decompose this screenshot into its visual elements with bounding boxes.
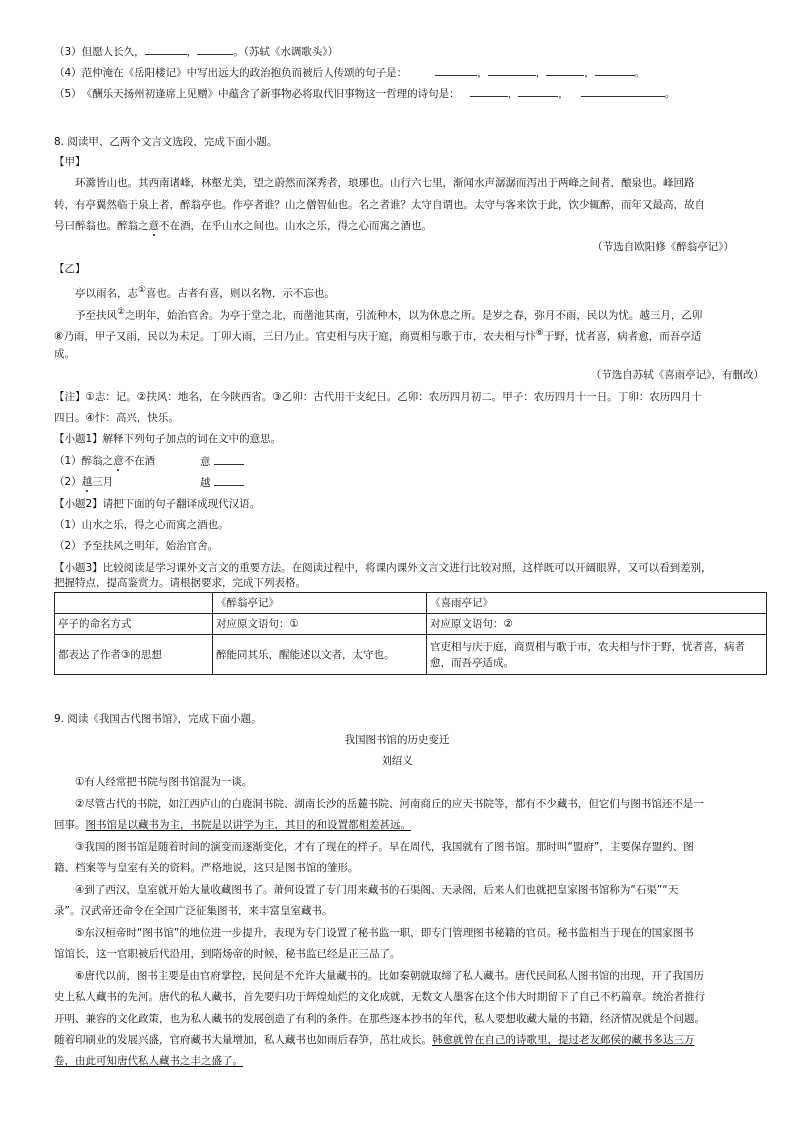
answer-blank[interactable]: [595, 65, 635, 76]
q8-jia-label: 【甲】: [54, 156, 86, 168]
answer-blank[interactable]: [435, 65, 477, 76]
q9-para2-line2-a: 回事。: [54, 819, 86, 831]
answer-blank[interactable]: [518, 86, 558, 97]
subq1-item2-b: 三月: [92, 476, 114, 488]
q9-para6-line4-a: 随着印刷业的发展兴盛，官府藏书大量增加，私人藏书也如雨后春笋，茁壮成长。: [54, 1034, 432, 1046]
comparison-table: [54, 592, 767, 675]
table-cell[interactable]: 都表达了作者③的思想: [55, 635, 213, 675]
table-header-row: [55, 593, 767, 614]
q8-yi-line3-a: ⑧乃雨，甲子又雨，民以为未足。丁卯大雨，三日乃止。官吏相与庆于庭，商贾相与歌于市，农夫相与忭: [54, 330, 536, 343]
q8-yi-line1-a: 亭以雨名，志: [75, 287, 138, 300]
q8-subq2-item2: （2）予至扶风之明年，始治官舍。: [54, 540, 219, 552]
answer-blank[interactable]: [470, 86, 508, 97]
q7-item3-text-b: ，: [186, 46, 198, 58]
subq1-item1-a: （1）醉翁之: [54, 455, 114, 467]
q7-item4-text-a: （4）范仲淹在《岳阳楼记》中写出远大的政治抱负而被后人传颂的句子是：: [54, 67, 408, 79]
dotted-word: 越: [81, 476, 93, 488]
q9-para4-line2: 录”。汉武帝还命令在全国广泛征集图书，来丰富皇室藏书。: [54, 905, 333, 917]
table-row: [55, 635, 767, 675]
q9-para3-line1: ③我国的图书馆是随着时间的演变而逐渐变化，才有了现在的样子。早在周代，我国就有了图书馆。那时叫“盟府”，主要保存盟约、图: [75, 841, 694, 853]
q9-para2-line2: [54, 818, 411, 832]
q9-para6-line2: 史上私人藏书的先河。唐代的私人藏书，首先要归功于辉煌灿烂的文化成就，无数文人墨客在这个伟大时期留下了自己不朽篇章。统治者推行: [54, 991, 705, 1003]
table-cell: 《醉翁亭记》: [213, 593, 427, 614]
underlined-sentence: 韩愈就曾在自己的诗歌里，提过老友邺侯的藏书多达三万: [432, 1034, 695, 1046]
footnote-marker: ②: [117, 307, 125, 317]
q8-subq2-item1: （1）山水之乐，得之心而寓之酒也。: [54, 519, 229, 531]
table-cell[interactable]: 对应原文语句：②: [427, 614, 767, 635]
table-cell: 官吏相与庆于庭，商贾相与歌于市，农夫相与忭于野，忧者喜，病者愈，而吾亭适成。: [427, 635, 767, 675]
subq1-item2-a: （2）: [54, 476, 82, 488]
q8-subq1-item2: [54, 475, 113, 489]
table-cell: 《喜雨亭记》: [427, 593, 767, 614]
q8-subq2: 【小题2】请把下面的句子翻译成现代汉语。: [54, 498, 261, 510]
q7-item4: [54, 65, 645, 80]
footnote-marker: ⑥: [535, 328, 544, 338]
q8-subq1-item1-answer: [200, 454, 244, 469]
q8-jia-line1: 环滁皆山也。其西南诸峰，林壑尤美，望之蔚然而深秀者，琅琊也。山行六七里，渐闻水声潺潺而泻出于两峰之间者，酿泉也。峰回路: [75, 177, 695, 189]
table-cell[interactable]: 对应原文语句：①: [213, 614, 427, 635]
q9-para5-line2: 馆馆长，这一官职被后代沿用，到隋炀帝的时候，秘书监已经是正三品了。: [54, 948, 401, 960]
q8-subq1: 【小题1】解释下列句子加点的词在文中的意思。: [54, 433, 282, 445]
answer-blank[interactable]: [197, 44, 233, 55]
q7-item3-text-c: 。（苏轼《水调歌头》）: [233, 46, 339, 58]
q9-para3-line2: 籍、档案等与皇室有关的资料。严格地说，这只是图书馆的雏形。: [54, 862, 359, 874]
q7-item4-text-b: ，: [477, 67, 488, 79]
q7-item3: [54, 44, 338, 59]
answer-blank[interactable]: [214, 454, 244, 465]
q7-item4-text-d: ，: [584, 67, 595, 79]
q8-subq1-item1: [54, 454, 155, 468]
q9-intro: 9. 阅读《我国古代图书馆》，完成下面小题。: [54, 713, 262, 725]
q9-para6-line3: 开明、兼容的文化政策，也为私人藏书的发展创造了有利的条件。在那些逐本抄书的年代，私人要想收藏大量的书籍，经济情况就是个问题。: [54, 1013, 705, 1025]
table-cell: 醉能同其乐，醒能述以文者，太守也。: [213, 635, 427, 675]
q7-item4-text-e: 。: [634, 67, 646, 79]
q9-para6-line4: [54, 1033, 695, 1047]
q8-subq1-item2-answer: [200, 475, 244, 490]
q9-para6-line1: ⑥唐代以前，图书主要是由官府掌控，民间是不允许大量藏书的。比如秦朝就取缔了私人藏书。唐代民间私人图书馆的出现，开了我国历: [75, 970, 704, 982]
article-title: 我国图书馆的历史变迁: [344, 734, 450, 746]
answer-blank[interactable]: [581, 86, 665, 97]
q8-note-line2: 四日。④忭：高兴，快乐。: [54, 412, 179, 424]
dotted-word: 意: [113, 455, 124, 467]
q8-yi-line2-b: 之明年，始治官舍。为亭于堂之北，而凿池其南，引流种木，以为休息之所。是岁之春，弥月不雨，民以为忧。越三月，乙卯: [124, 309, 703, 322]
underlined-sentence: 卷，由此可知唐代私人藏书之丰之盛了。: [54, 1055, 243, 1067]
answer-blank[interactable]: [546, 65, 584, 76]
q7-item5-text-d: 。: [664, 88, 676, 100]
q8-yi-label: 【乙】: [54, 263, 86, 275]
q9-para1: ①有人经常把书院与图书馆混为一谈。: [75, 776, 253, 788]
q8-subq3-line2: 把握特点，提高鉴赏力。请根据要求，完成下列表格。: [54, 577, 306, 589]
dotted-word: 意: [148, 220, 159, 232]
q8-jia-source: （节选自欧阳修《醉翁亭记》）: [592, 241, 734, 253]
q8-intro: 8. 阅读甲、乙两个文言文选段，完成下面小题。: [54, 136, 278, 148]
underlined-sentence: 图书馆是以藏书为主，书院是以讲学为主，其目的和设置都相差甚远。: [85, 819, 411, 831]
answer-blank[interactable]: [214, 475, 244, 486]
q8-yi-line2-a: 予至扶风: [75, 309, 117, 322]
answer-blank[interactable]: [145, 44, 187, 55]
q8-note-line1: 【注】①志：记。②扶风：地名，在今陕西省。③乙卯：古代用干支纪日。乙卯：农历四月初二。甲子：农历四月十一日。丁卯：农历四月十: [54, 391, 702, 403]
subq1-item1-word: 意: [200, 456, 211, 468]
q8-jia-line3-b: 不在酒，在乎山水之间也。山水之乐，得之心而寓之酒也。: [159, 220, 432, 232]
q9-para2-line1: ②尽管古代的书院，如江西庐山的白鹿洞书院、湖南长沙的岳麓书院、河南商丘的应天书院等，都有不少藏书，但它们与图书馆还不是一: [75, 798, 704, 810]
q9-para6-line5: [54, 1054, 243, 1068]
q8-jia-line2: 转，有亭翼然临于泉上者，醉翁亭也。作亭者谁？山之僧智仙也。名之者谁？太守自谓也。太守与客来饮于此，饮少辄醉，而年又最高，故自: [54, 199, 705, 211]
subq1-item2-word: 越: [200, 477, 211, 489]
table-row: [55, 614, 767, 635]
q7-item5-text-b: ，: [507, 88, 519, 100]
table-cell: [55, 593, 213, 614]
q8-jia-line3-a: 号曰醉翁也。醉翁之: [54, 220, 149, 232]
q8-yi-source: （节选自苏轼《喜雨亭记》，有删改）: [590, 369, 764, 381]
q8-yi-line3-b: 于野，忧者喜，病者愈，而吾亭适: [543, 330, 702, 343]
q8-yi-line1-b: 喜也。古者有喜，则以名物，示不忘也。: [145, 287, 335, 300]
q7-item5-text-a: （5） 《酬乐天扬州初逢席上见赠》中蕴含了新事物必将取代旧事物这一哲理的诗句是：: [54, 88, 460, 100]
q7-item3-text-a: （3）但愿人长久，: [54, 46, 145, 58]
q8-yi-line3: [54, 326, 701, 344]
q8-yi-line4: 成。: [54, 348, 75, 360]
article-author: 刘绍义: [381, 755, 413, 767]
q7-item4-text-c: ，: [535, 67, 547, 79]
subq1-item1-b: 不在酒: [123, 455, 156, 467]
table-cell: 亭子的命名方式: [55, 614, 213, 635]
answer-blank[interactable]: [488, 65, 536, 76]
q8-yi-line2: [75, 305, 702, 323]
q8-subq3-line1: 【小题3】比较阅读是学习课外文言文的重要方法。在阅读过程中，将课内课外文言文进行比较对照，这样既可以开阔眼界，又可以看到差别，: [54, 562, 712, 574]
q8-jia-line3: [54, 219, 432, 233]
q9-para4-line1: ④到了西汉，皇室就开始大量收藏图书了。萧何设置了专门用来藏书的石渠阁、天录阁，后来人们也就把皇家图书馆称为“石渠”“天: [75, 884, 679, 896]
footnote-marker: ①: [138, 285, 146, 295]
q9-para5-line1: ⑤东汉桓帝时“图书馆”的地位进一步提升，表现为专门设置了秘书监一职，即专门管理图书秘籍的官员。秘书监相当于现在的国家图书: [75, 927, 694, 939]
q7-item5: [54, 86, 675, 101]
q7-item5-text-c: ，: [558, 88, 569, 100]
q8-yi-line1: [75, 283, 335, 301]
